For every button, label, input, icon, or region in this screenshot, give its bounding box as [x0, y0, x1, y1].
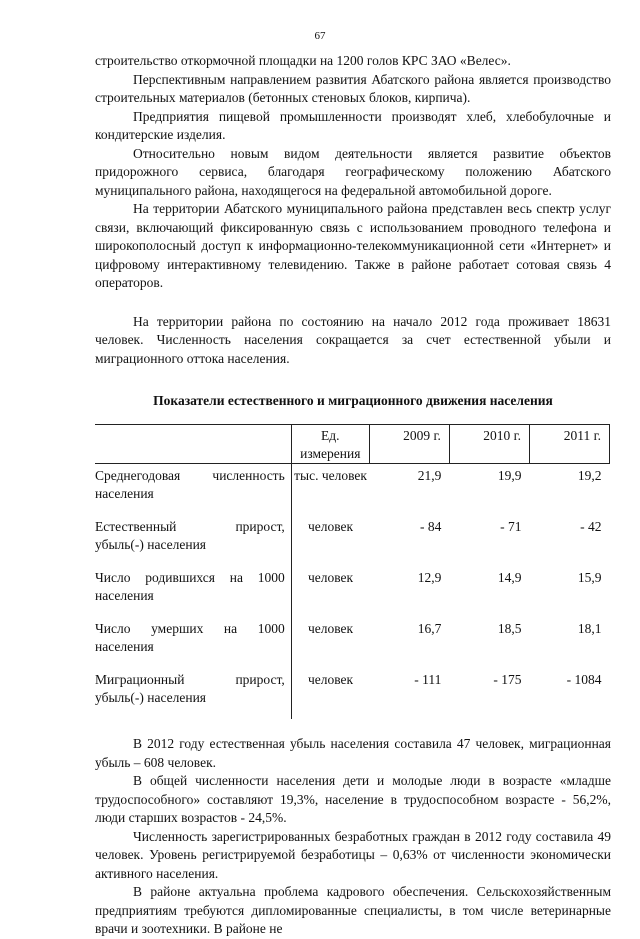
page-body: [95, 52, 611, 939]
row-label: Естественный прирост, убыль(-) населения: [95, 519, 285, 552]
header-year: 2011 г.: [529, 425, 609, 464]
row-value: 18,5: [497, 621, 522, 636]
row-label: Число умерших на 1000 населения: [95, 621, 285, 654]
row-unit: тыс. человек: [291, 464, 369, 516]
page-number: 67: [314, 30, 326, 42]
table-row: [95, 668, 610, 719]
row-value: - 84: [420, 519, 442, 534]
paragraph: На территории района по состоянию на начало 2012 года проживает 18631 человек. Численность населения сокращается за счет естественной убыли и миграционного оттока населения.: [95, 313, 611, 366]
row-value: - 42: [580, 519, 602, 534]
row-value: - 175: [493, 672, 522, 687]
paragraph: В 2012 году естественная убыль населения составила 47 человек, миграционная убыль – 608 человек.: [95, 736, 611, 770]
table-row: [95, 566, 610, 617]
row-value: 18,1: [577, 621, 602, 636]
paragraph: Численность зарегистрированных безработных граждан в 2012 году составила 49 человек. Уровень регистрируемой безработицы – 0,63% от численности экономически активного населения.: [95, 828, 611, 881]
table-row: [95, 515, 610, 566]
row-label: Среднегодовая численность населения: [95, 468, 285, 501]
row-value: 21,9: [417, 468, 442, 483]
header-unit: Ед. измерения: [291, 425, 369, 464]
row-unit: человек: [291, 617, 369, 668]
paragraph: В районе актуальна проблема кадрового обеспечения. Сельскохозяйственным предприятиям требуются дипломированные специалисты, в том числе ветеринарные врачи и зоотехники. В районе не: [95, 884, 611, 936]
paragraph: Предприятия пищевой промышленности производят хлеб, хлебобулочные и кондитерские изделия.: [95, 108, 611, 142]
table-row: [95, 617, 610, 668]
row-value: 15,9: [577, 570, 602, 585]
paragraph: строительство откормочной площадки на 1200 голов КРС ЗАО «Велес».: [95, 53, 511, 68]
row-value: 19,2: [577, 468, 602, 483]
row-value: 16,7: [417, 621, 442, 636]
header-blank: [95, 425, 291, 464]
row-value: - 1084: [566, 672, 602, 687]
row-value: 14,9: [497, 570, 522, 585]
header-year: 2009 г.: [369, 425, 449, 464]
row-value: 19,9: [497, 468, 522, 483]
table-header-row: [95, 425, 610, 464]
row-label: Число родившихся на 1000 населения: [95, 570, 285, 603]
row-unit: человек: [291, 566, 369, 617]
row-value: 12,9: [417, 570, 442, 585]
row-unit: человек: [291, 515, 369, 566]
paragraph: Перспективным направлением развития Абатского района является производство строительных материалов (бетонных стеновых блоков, кирпича).: [95, 71, 611, 105]
table-row: [95, 464, 610, 516]
row-value: - 111: [414, 672, 442, 687]
paragraph: В общей численности населения дети и молодые люди в возрасте «младше трудоспособного» составляют 19,3%, население в трудоспособном возрасте - 56,2%, люди старших возрастов - 24,5%.: [95, 773, 611, 825]
header-year: 2010 г.: [449, 425, 529, 464]
population-table: [95, 424, 610, 719]
row-label: Миграционный прирост, убыль(-) населения: [95, 672, 285, 705]
table-title: Показатели естественного и миграционного движения населения: [153, 393, 553, 408]
row-value: - 71: [500, 519, 522, 534]
paragraph: На территории Абатского муниципального района представлен весь спектр услуг связи, включающий фиксированную связь с использованием проводного телефона и широкополосный доступ к информационно-телекоммуникационной сети «Интернет» и цифровому интерактивному телевидению. Также в районе работает сотовая связь 4 операторов.: [95, 201, 611, 290]
paragraph: Относительно новым видом деятельности является развитие объектов придорожного сервиса, благодаря географическому положению Абатского муниципального района, находящегося на федеральной автомобильной дороге.: [95, 145, 611, 198]
row-unit: человек: [291, 668, 369, 719]
